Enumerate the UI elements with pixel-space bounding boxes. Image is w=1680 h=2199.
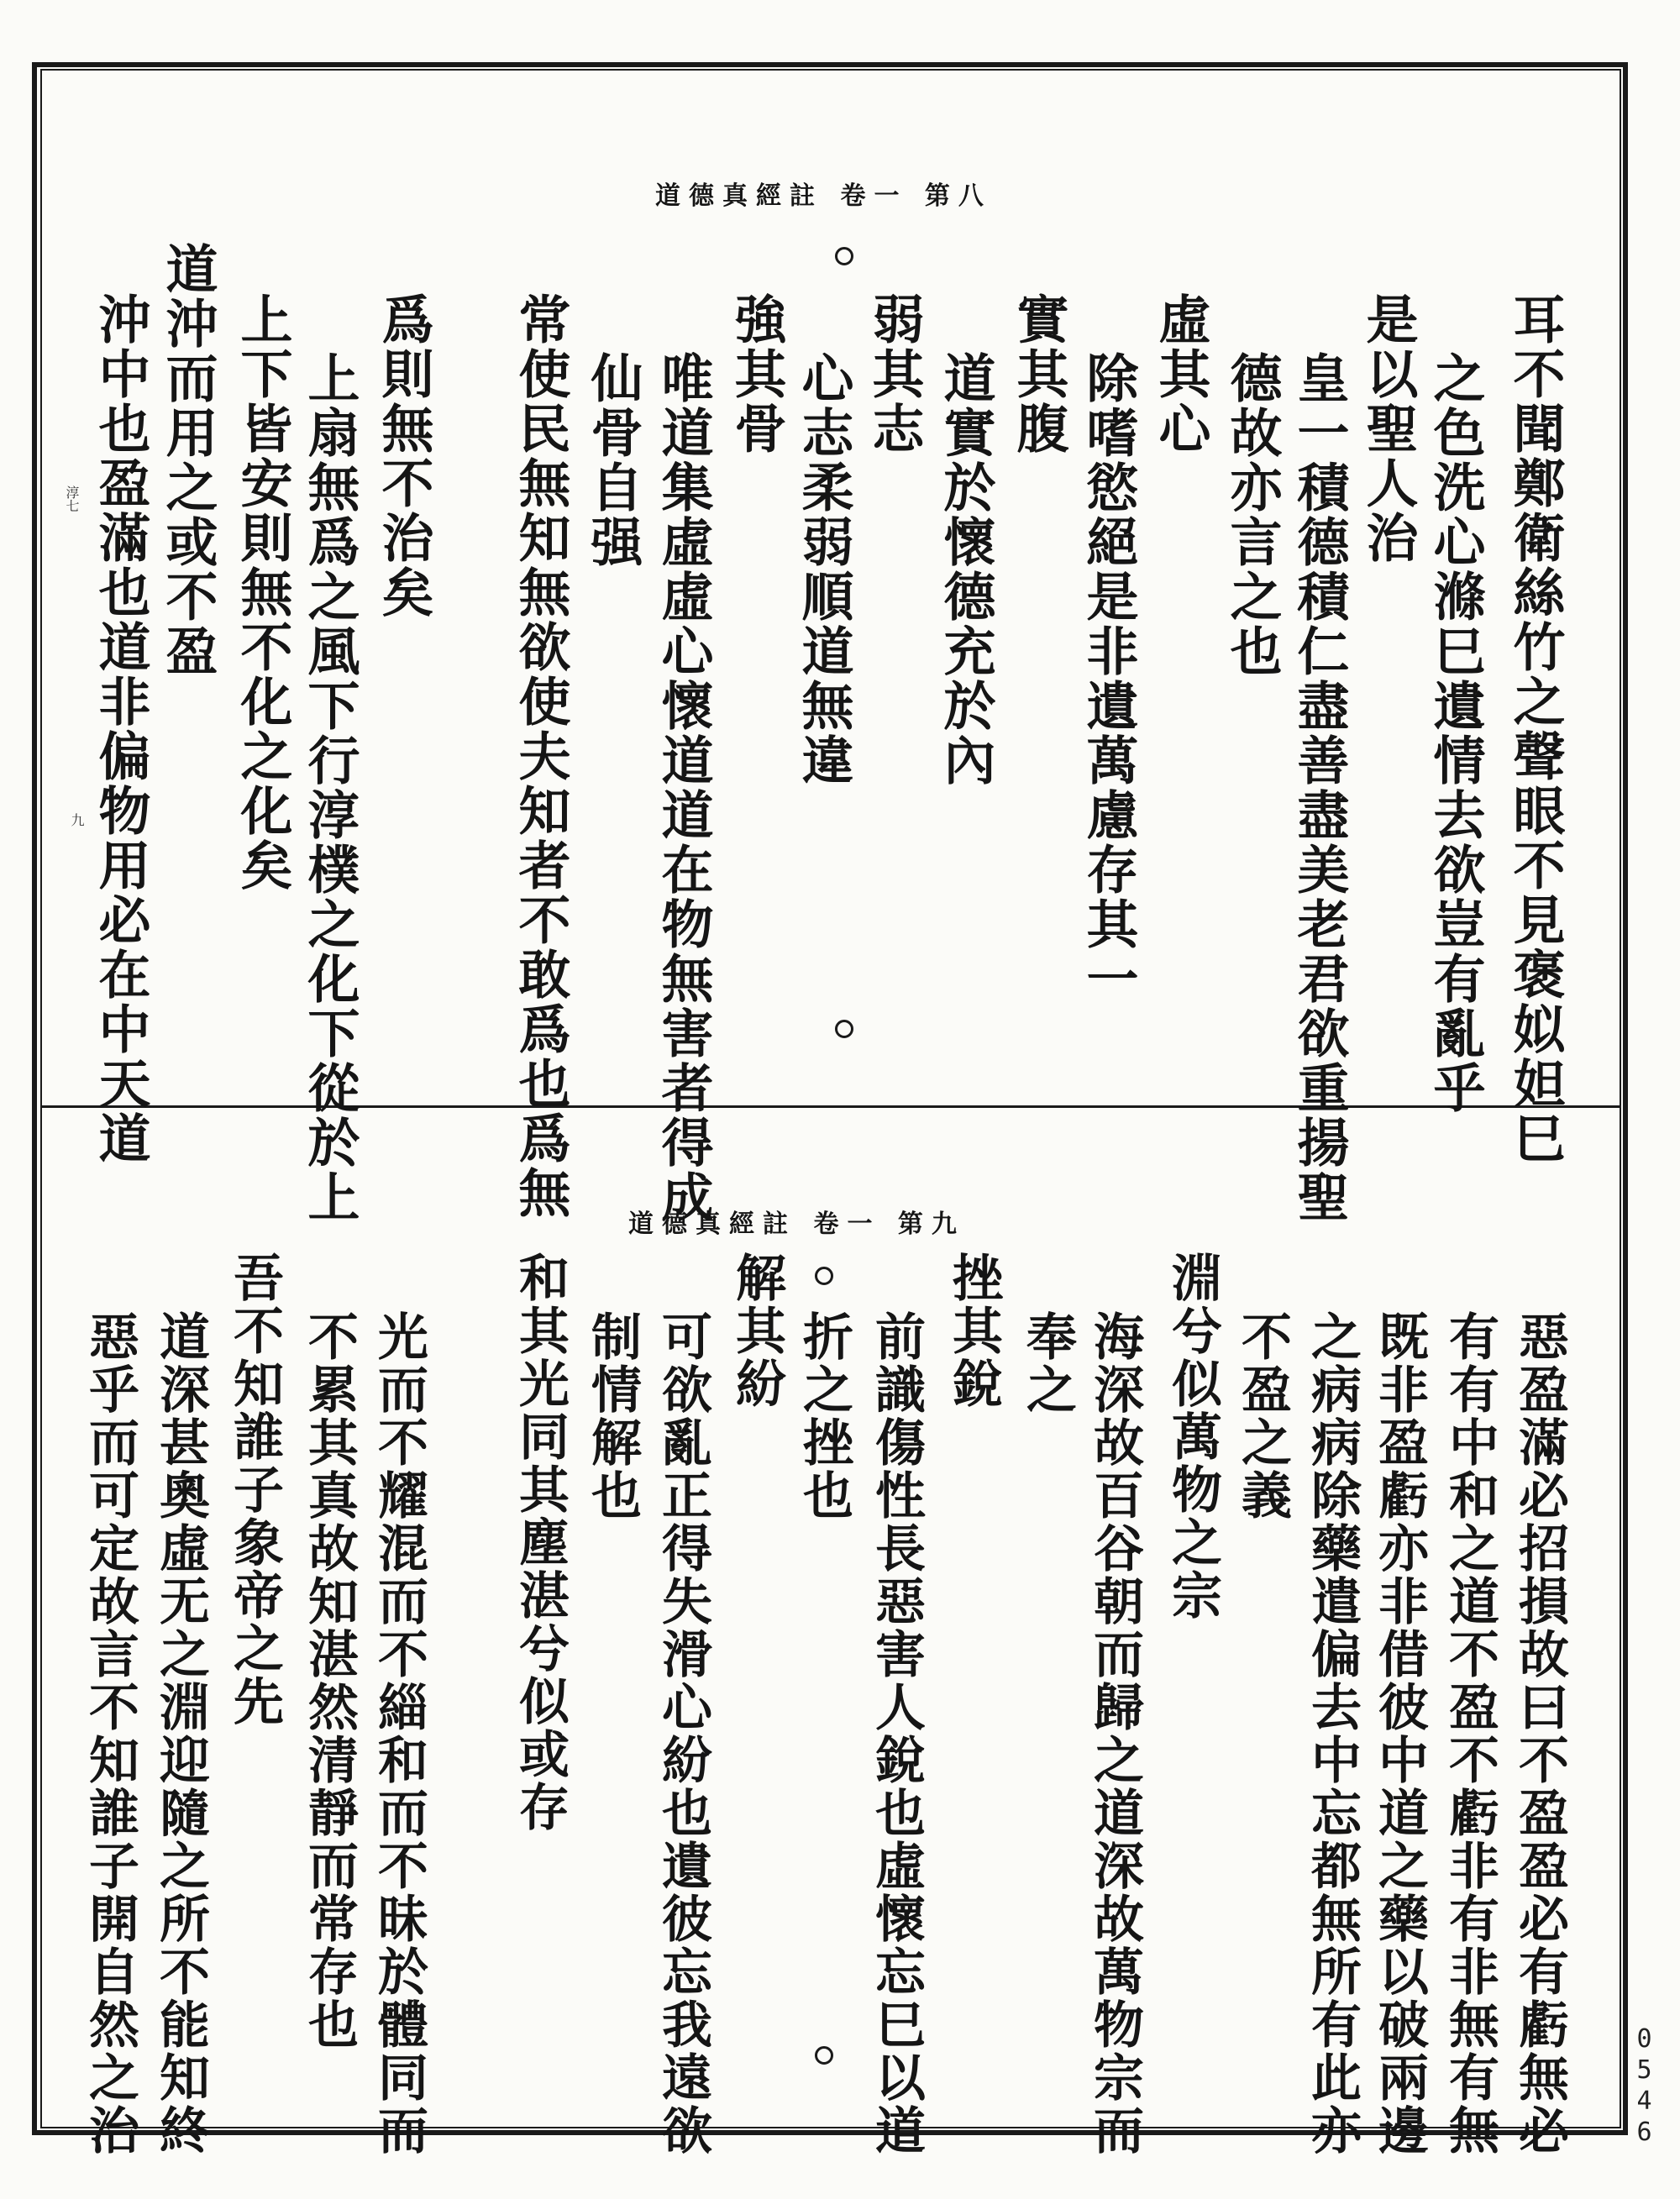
page-divider (40, 1105, 1621, 1108)
top-column-14: 仙骨自强 (582, 351, 643, 569)
bottom-column-1: 惡盈滿必招損故曰不盈盈必有虧無必 (1510, 1310, 1569, 2157)
top-column-8: 實其腹 (1008, 292, 1069, 456)
top-column-16: 爲則無不治矣 (373, 292, 434, 620)
bottom-column-11: 折之挫也 (795, 1310, 853, 1522)
top-column-3: 是以聖人治 (1357, 292, 1419, 565)
page-number: 0546 (1630, 2024, 1659, 2149)
top-page-header: 道德真經註 卷一 第八 (655, 181, 992, 211)
bottom-column-7: 海深故百谷朝而歸之道深故萬物宗而 (1085, 1310, 1144, 2157)
bottom-column-19: 道深甚奧虛无之淵迎隨之所不能知終 (151, 1310, 210, 2157)
top-column-1: 耳不聞鄭衛絲竹之聲眼不見褒姒妲巳 (1504, 292, 1566, 1166)
bottom-column-10: 前識傷性長惡害人銳也虛懷忘巳以道 (867, 1310, 926, 2157)
top-column-10: 弱其志 (864, 292, 925, 456)
top-column-17: 上扇無爲之風下行淳樸之化下從於上 (299, 351, 360, 1225)
bottom-column-8: 奉之 (1018, 1310, 1077, 1416)
top-column-11: 心志柔弱順道無違 (793, 351, 854, 788)
bottom-column-17: 不累其真故知湛然清靜而常存也 (300, 1310, 359, 2051)
top-column-4: 皇一積德積仁盡善盡美老君欲重揚聖 (1289, 351, 1350, 1225)
top-column-13: 唯道集虛虛心懷道道在物無害者得成 (653, 351, 714, 1225)
top-column-6: 虛其心 (1150, 292, 1211, 456)
bottom-column-3: 既非盈虧亦非借彼中道之藥以破兩邊 (1370, 1310, 1429, 2157)
bottom-column-12: 解其紛 (727, 1252, 786, 1410)
margin-note-1: 淳七 (64, 485, 80, 512)
bottom-column-18: 吾不知誰子象帝之先 (225, 1252, 284, 1728)
bottom-column-14: 制情解也 (583, 1310, 642, 1522)
bottom-page-header: 道德真經註 卷一 第九 (628, 1210, 965, 1239)
bottom-column-2: 有有中和之道不盈不虧非有非無有無 (1441, 1310, 1499, 2157)
bottom-column-20: 惡乎而可定故言不知誰子開自然之治 (81, 1310, 139, 2157)
top-column-2: 之色洗心滌巳遺情去欲豈有亂乎 (1425, 351, 1486, 1115)
top-column-5: 德故亦言之也 (1221, 351, 1283, 679)
bottom-column-4: 之病病除藥遣偏去中忘都無所有此亦 (1303, 1310, 1362, 2157)
bottom-column-6: 淵兮似萬物之宗 (1163, 1252, 1222, 1622)
top-column-19: 道沖而用之或不盈 (157, 242, 218, 679)
top-column-20: 沖中也盈滿也道非偏物用必在中天道 (90, 292, 151, 1166)
bottom-column-5: 不盈之義 (1233, 1310, 1292, 1522)
punctuation-circle (815, 1267, 833, 1285)
bottom-column-16: 光而不耀混而不緇和而不昧於體同而 (370, 1310, 428, 2157)
margin-note-2: 九 (69, 813, 85, 827)
bottom-column-13: 可欲亂正得失滑心紛也遺彼忘我遠欲 (654, 1310, 712, 2157)
top-column-12: 強其骨 (726, 292, 787, 456)
top-column-7: 除嗜慾絕是非遺萬慮存其一 (1078, 351, 1139, 1006)
top-column-15: 常使民無知無欲使夫知者不敢爲也爲無 (510, 292, 571, 1220)
punctuation-circle (815, 2046, 833, 2065)
bottom-column-15: 和其光同其塵湛兮似或存 (511, 1252, 570, 1834)
top-column-9: 道實於懷德充於內 (935, 351, 996, 788)
bottom-column-9: 挫其銳 (944, 1252, 1003, 1410)
top-column-18: 上下皆安則無不化之化矣 (232, 292, 293, 893)
punctuation-circle (835, 1020, 853, 1038)
punctuation-circle (835, 247, 853, 265)
